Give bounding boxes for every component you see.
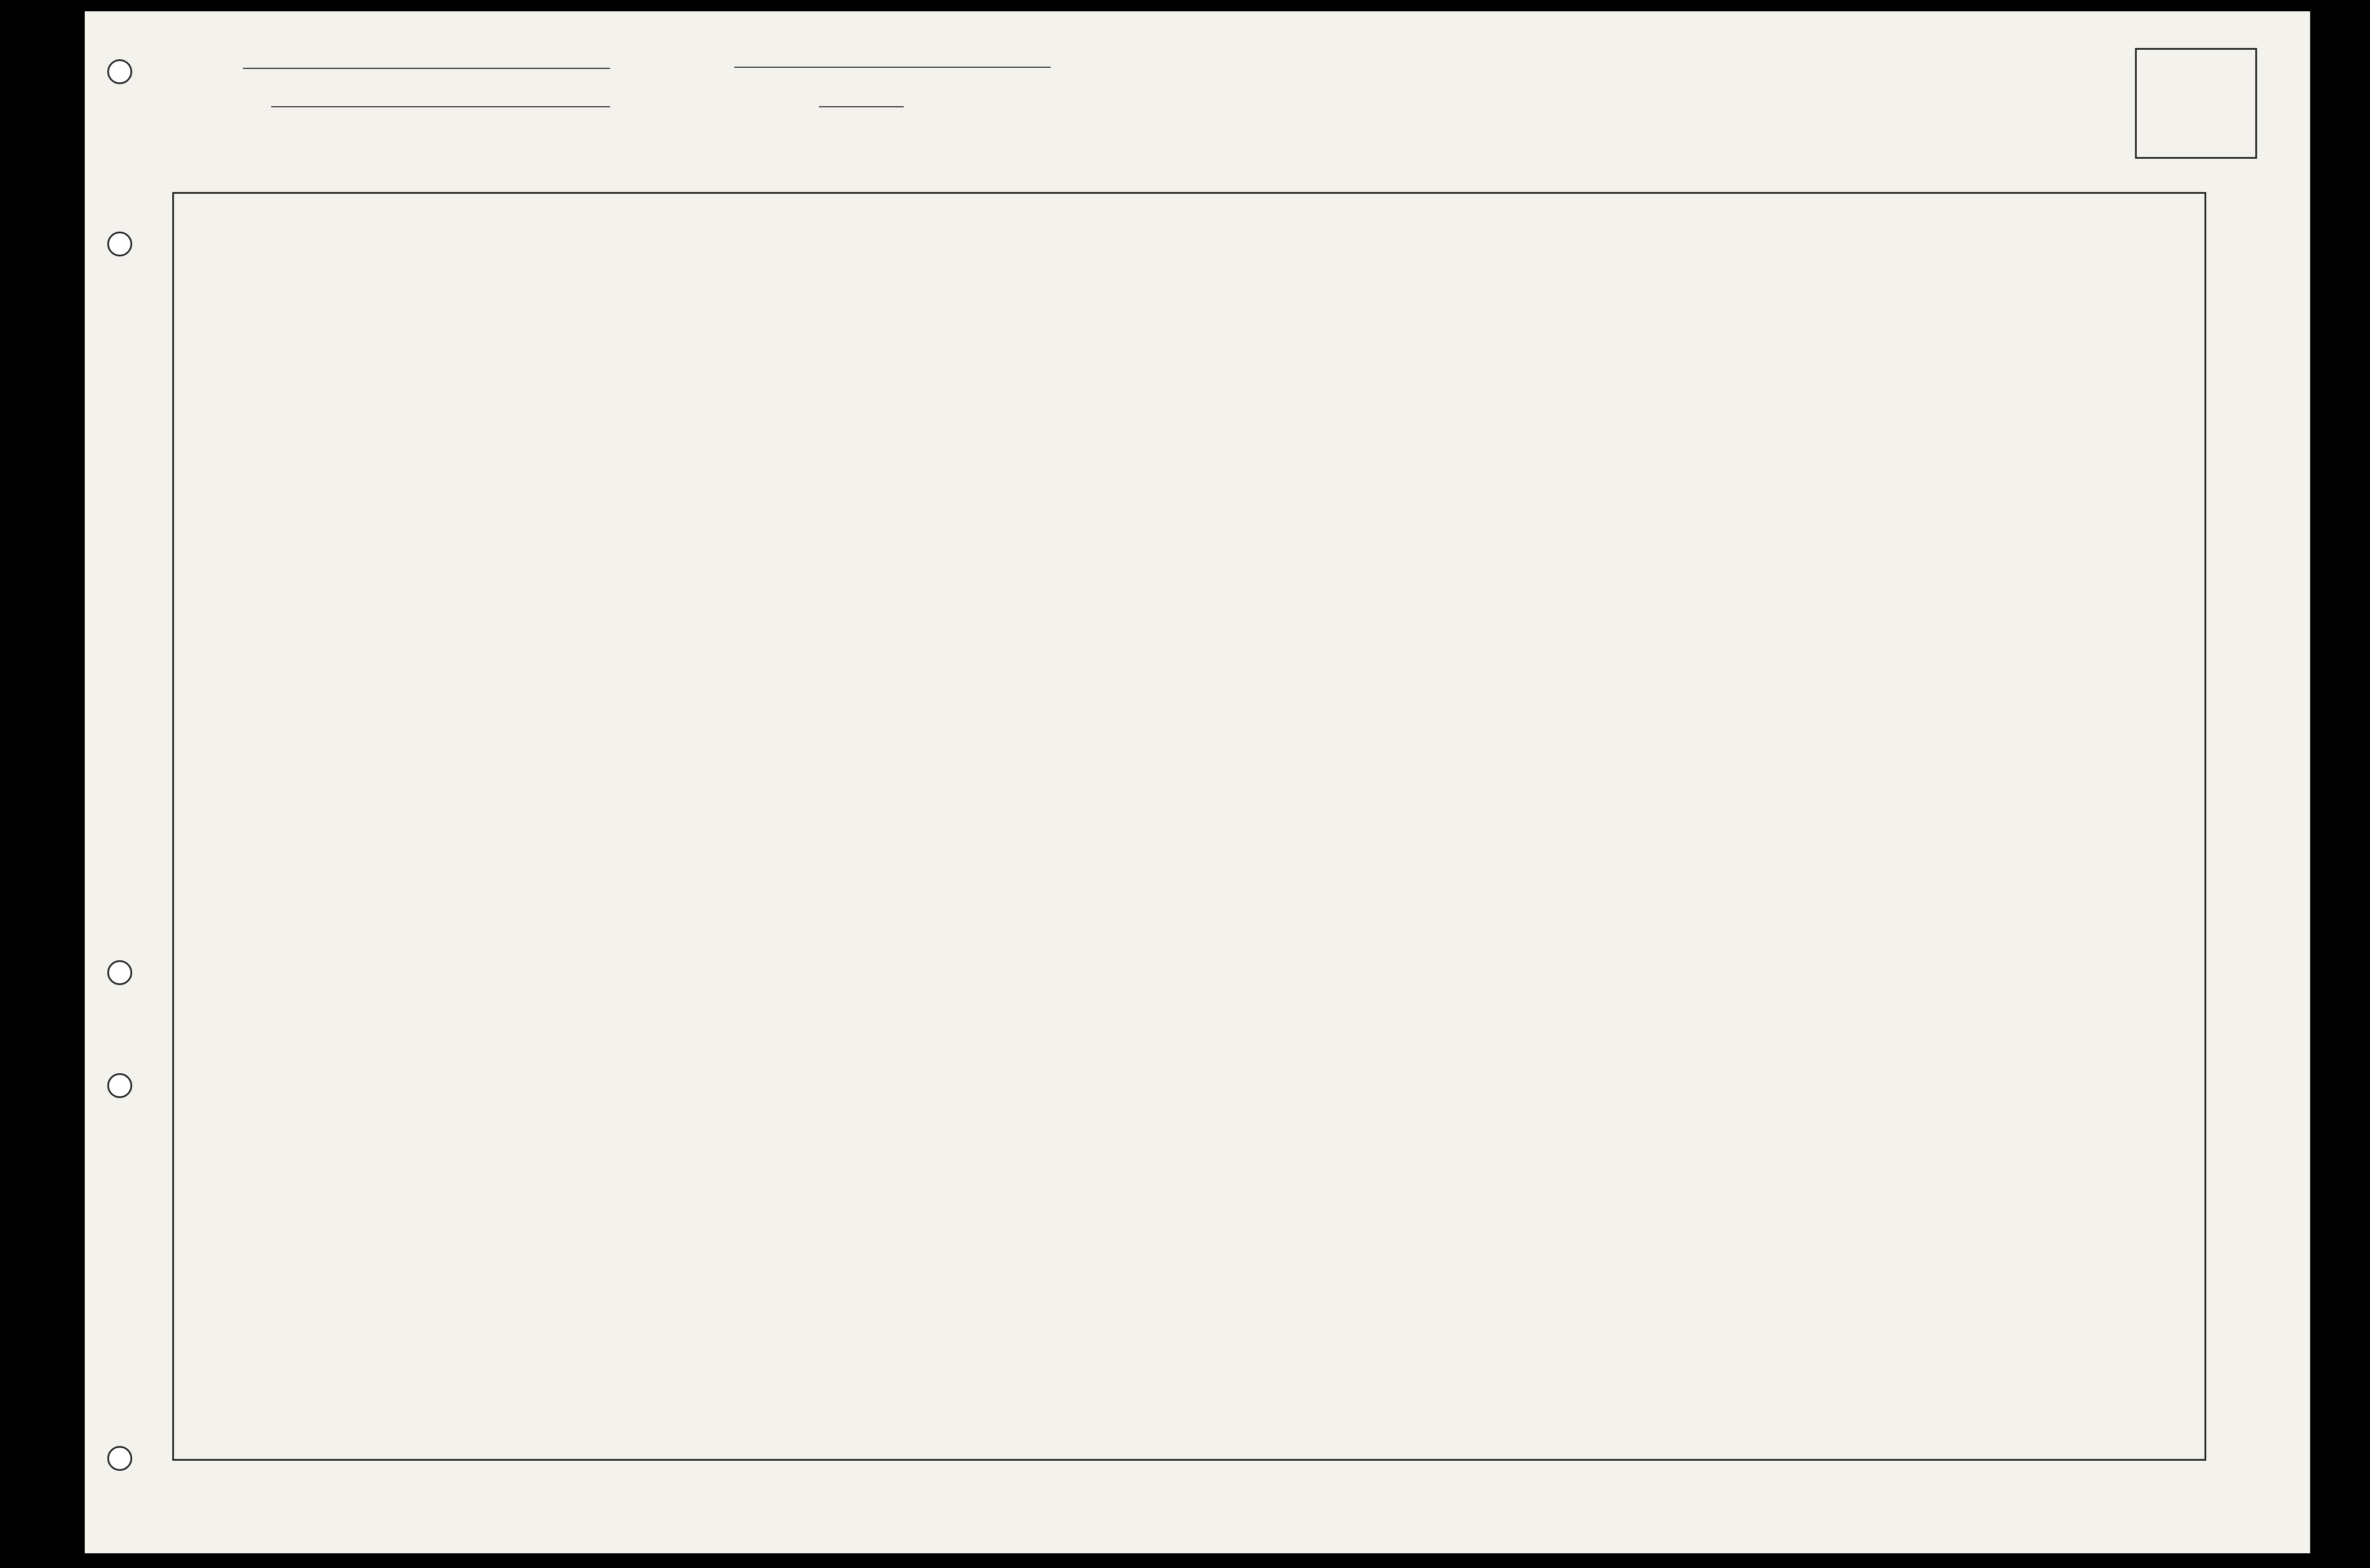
- punch-hole: [107, 232, 132, 256]
- punch-hole: [107, 960, 132, 985]
- state-value: [243, 68, 610, 69]
- punch-hole: [107, 1073, 132, 1098]
- punch-hole: [107, 59, 132, 84]
- ward-value: [819, 106, 904, 107]
- county-value: [271, 106, 610, 107]
- census-sheet: [85, 11, 2310, 1553]
- punch-hole: [107, 1446, 132, 1471]
- sheet-number-box: [2135, 48, 2257, 159]
- incorporated-value: [734, 67, 1051, 68]
- footer: [172, 1462, 2203, 1547]
- population-table: [172, 192, 2206, 1461]
